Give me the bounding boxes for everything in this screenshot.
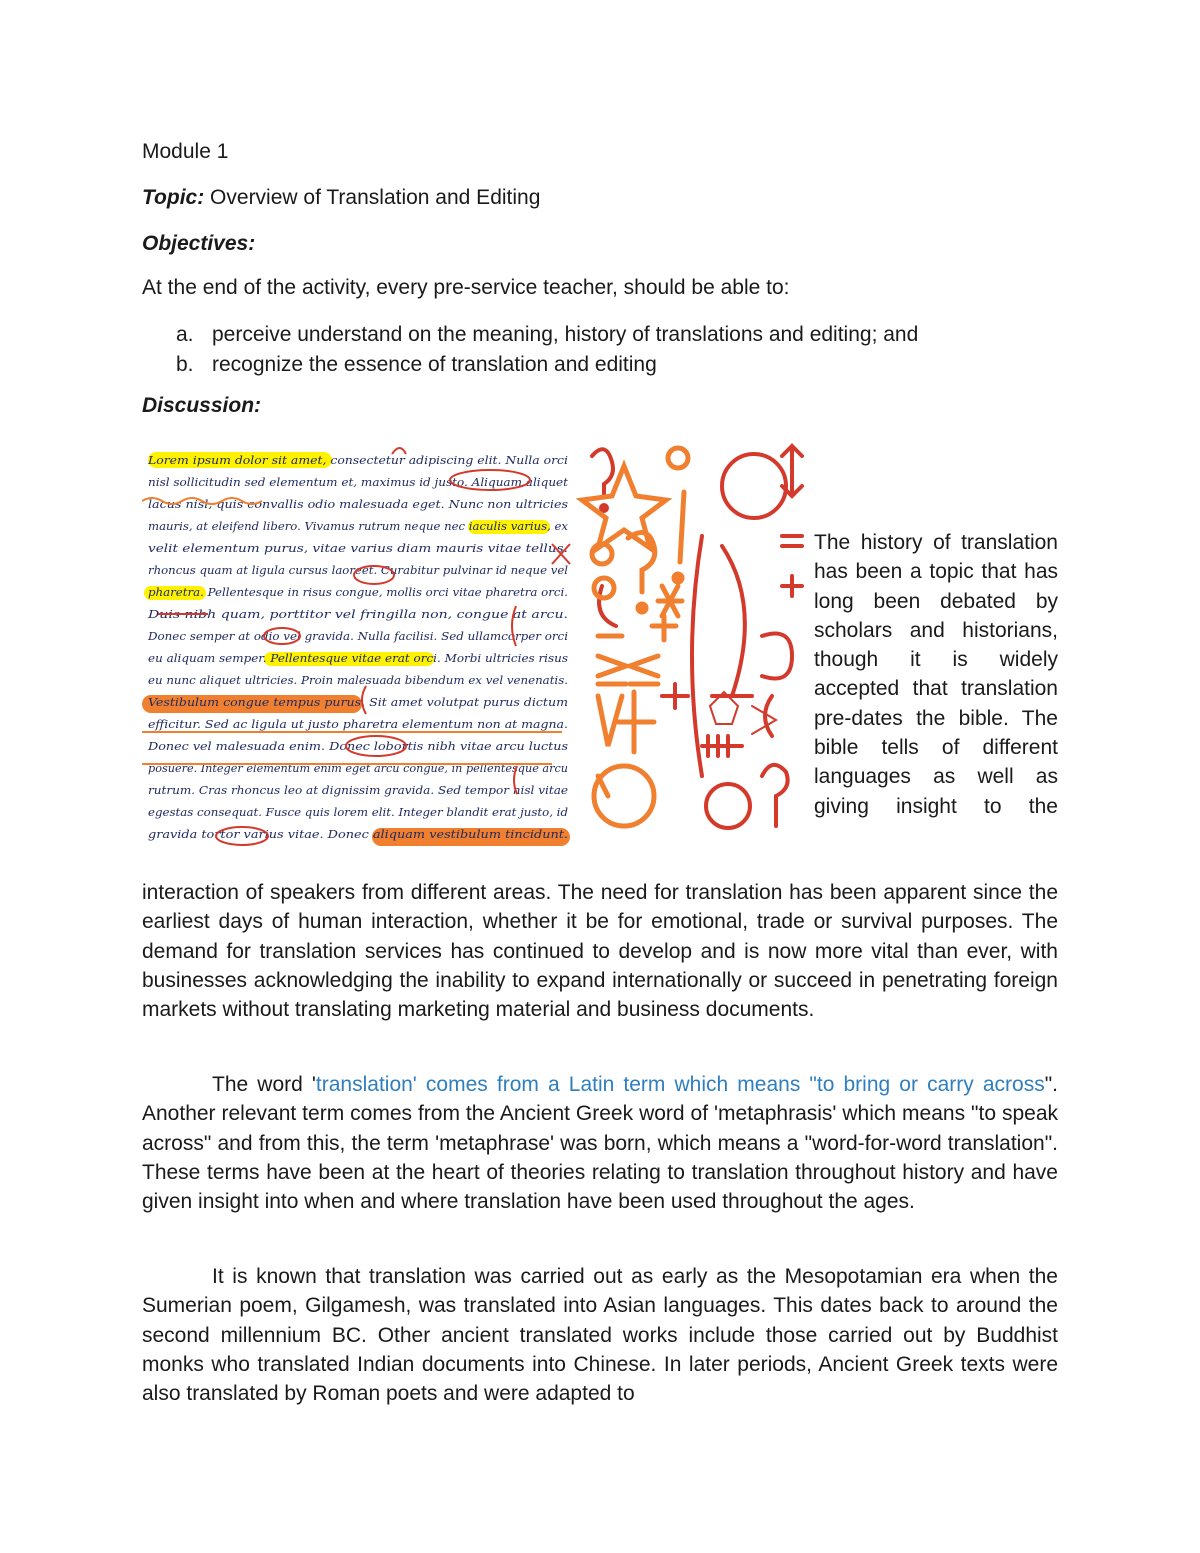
- paragraph-2-start: The word ': [212, 1073, 316, 1096]
- topic-label: Topic:: [142, 186, 205, 209]
- discussion-heading: Discussion:: [142, 394, 262, 417]
- list-marker: b.: [176, 353, 194, 376]
- module-title: Module 1: [142, 140, 229, 163]
- paragraph-2: [142, 1070, 1058, 1216]
- script-line: eu nunc aliquet ultricies. Proin malesuada bibendum ex vel venenatis.: [148, 674, 568, 687]
- script-line: mauris, at eleifend libero. Vivamus rutrum neque nec iaculis varius, ex: [148, 520, 569, 533]
- script-line: posuere. Integer elementum enim eget arcu congue, in pellentesque arcu: [148, 762, 568, 775]
- objectives-list: [142, 320, 1058, 380]
- paragraph-2-rest: ". Another relevant term comes from the Ancient Greek word of 'metaphrasis' which means "to speak across" and from this, the term 'metaphrase' was born, which means a "word-for-word translation". These terms have been at the heart of theories relating to translation throughout history and have given insight into when and where translation have been used throughout the ages.: [142, 1073, 1058, 1214]
- objectives-intro: At the end of the activity, every pre-service teacher, should be able to:: [142, 276, 790, 299]
- proofreading-symbols: [582, 446, 802, 828]
- objectives-heading: Objectives:: [142, 232, 256, 255]
- script-line: pharetra. Pellentesque in risus congue, mollis orci vitae pharetra orci.: [148, 586, 568, 599]
- script-line: velit elementum purus, vitae varius diam mauris vitae tellus.: [148, 542, 568, 555]
- script-line: efficitur. Sed ac ligula ut justo pharetra elementum non at magna.: [148, 718, 568, 731]
- list-item-text: recognize the essence of translation and editing: [212, 353, 657, 376]
- script-line: rhoncus quam at ligula cursus laoreet. Curabitur pulvinar id neque vel: [148, 564, 569, 577]
- list-item: [142, 320, 1058, 350]
- side-paragraph: The history of translation has been a topic that has long been debated by scholars and historians, though it is widely accepted that translation pre-dates the bible. The bible tells of different languages as well as giving insight to the: [814, 531, 1058, 818]
- list-item: [142, 350, 1058, 380]
- list-marker: a.: [176, 323, 194, 346]
- script-line: Duis nibh quam, porttitor vel fringilla non, congue at arcu.: [146, 608, 568, 621]
- proofreading-marks-image: [142, 436, 807, 856]
- script-line: lacus nisl, quis convallis odio malesuada eget. Nunc non ultricies: [148, 498, 569, 511]
- proofreading-illustration: [142, 436, 807, 856]
- script-line: Donec vel malesuada enim. Donec lobortis nibh vitae arcu luctus: [146, 740, 569, 753]
- script-line: egestas consequat. Fusce quis lorem elit. Integer blandit erat justo, id: [148, 806, 568, 819]
- script-line: gravida tortor varius vitae. Donec aliquam vestibulum tincidunt.: [148, 828, 568, 841]
- script-line: Vestibulum congue tempus purus. Sit amet volutpat purus dictum: [148, 696, 568, 709]
- script-line: eu aliquam semper. Pellentesque vitae erat orci. Morbi ultricies risus: [148, 652, 569, 665]
- topic-line: [142, 186, 540, 210]
- script-line: nisl sollicitudin sed elementum et, maximus id justo. Aliquam aliquet: [148, 476, 569, 489]
- list-item-text: perceive understand on the meaning, history of translations and editing; and: [212, 323, 919, 346]
- script-line: Lorem ipsum dolor sit amet, consectetur adipiscing elit. Nulla orci: [146, 454, 568, 467]
- translation-definition-link[interactable]: translation' comes from a Latin term which means "to bring or carry across: [315, 1073, 1045, 1096]
- script-text-block: [147, 454, 569, 841]
- topic-text: Overview of Translation and Editing: [204, 186, 541, 209]
- paragraph-3: It is known that translation was carried out as early as the Mesopotamian era when the Sumerian poem, Gilgamesh, was translated into Asian languages. This dates back to around the second millennium BC. Other ancient translated works include those carried out by Buddhist monks who translated Indian documents into Chinese. In later periods, Ancient Greek texts were also translated by Roman poets and were adapted to: [142, 1265, 1058, 1406]
- script-line: Donec semper at odio vel gravida. Nulla facilisi. Sed ullamcorper orci: [146, 630, 568, 643]
- paragraph-1: interaction of speakers from different areas. The need for translation has been apparent since the earliest days of human interaction, whether it be for emotional, trade or survival purposes. The demand for translation services has continued to develop and is now more vital than ever, with businesses acknowledging the inability to expand internationally or succeed in penetrating foreign markets without translating marketing material and business documents.: [142, 881, 1058, 1022]
- script-line: rutrum. Cras rhoncus leo at dignissim gravida. Sed tempor nisl vitae: [148, 784, 569, 797]
